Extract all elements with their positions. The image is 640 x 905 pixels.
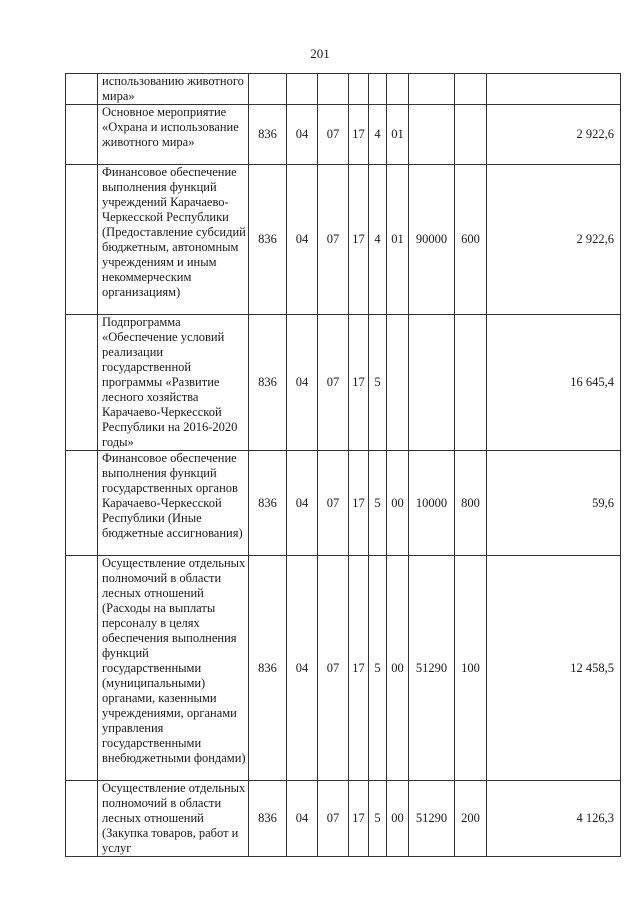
section-code: 04 bbox=[287, 781, 318, 857]
subprogram-code: 5 bbox=[369, 556, 387, 781]
subsection-code: 07 bbox=[318, 556, 349, 781]
subprogram-code: 5 bbox=[369, 315, 387, 451]
amount: 2 922,6 bbox=[487, 105, 621, 165]
subprogram-code bbox=[369, 74, 387, 105]
expense-name: Подпрограмма «Обеспечение условий реализации государственной программы «Развитие лесного хозяйства Карачаево-Черкесской Республики на 2016-2020 годы» bbox=[98, 315, 249, 451]
ministry-code: 836 bbox=[249, 556, 287, 781]
table-row bbox=[66, 451, 621, 556]
ministry-code: 836 bbox=[249, 165, 287, 315]
expense-name: Основное мероприятие «Охрана и использование животного мира» bbox=[98, 105, 249, 165]
subprogram-code: 5 bbox=[369, 451, 387, 556]
direction-code bbox=[409, 315, 455, 451]
amount: 12 458,5 bbox=[487, 556, 621, 781]
expense-name: использованию животного мира» bbox=[98, 74, 249, 105]
table-row bbox=[66, 165, 621, 315]
activity-code: 00 bbox=[387, 781, 409, 857]
direction-code: 51290 bbox=[409, 556, 455, 781]
activity-code bbox=[387, 74, 409, 105]
page-number: 201 bbox=[310, 46, 330, 61]
ministry-code bbox=[249, 74, 287, 105]
subsection-code: 07 bbox=[318, 105, 349, 165]
subprogram-code: 5 bbox=[369, 781, 387, 857]
direction-code: 10000 bbox=[409, 451, 455, 556]
amount: 4 126,3 bbox=[487, 781, 621, 857]
amount: 16 645,4 bbox=[487, 315, 621, 451]
ministry-code: 836 bbox=[249, 781, 287, 857]
expense-name: Осуществление отдельных полномочий в области лесных отношений (Закупка товаров, работ и услуг bbox=[98, 781, 249, 857]
subsection-code: 07 bbox=[318, 451, 349, 556]
table-row bbox=[66, 74, 621, 105]
row-index-cell bbox=[66, 781, 98, 857]
direction-code bbox=[409, 74, 455, 105]
expense-type-code bbox=[455, 105, 487, 165]
program-code: 17 bbox=[349, 781, 369, 857]
table-row bbox=[66, 556, 621, 781]
expense-type-code: 800 bbox=[455, 451, 487, 556]
expense-name: Финансовое обеспечение выполнения функций учреждений Карачаево-Черкесской Республики (Предоставление субсидий бюджетным, автономным учреждениям и иным некоммерческим организациям) bbox=[98, 165, 249, 315]
ministry-code: 836 bbox=[249, 451, 287, 556]
program-code: 17 bbox=[349, 315, 369, 451]
subsection-code: 07 bbox=[318, 315, 349, 451]
direction-code bbox=[409, 105, 455, 165]
program-code: 17 bbox=[349, 451, 369, 556]
row-index-cell bbox=[66, 165, 98, 315]
row-index-cell bbox=[66, 74, 98, 105]
ministry-code: 836 bbox=[249, 105, 287, 165]
section-code: 04 bbox=[287, 105, 318, 165]
amount: 59,6 bbox=[487, 451, 621, 556]
activity-code bbox=[387, 315, 409, 451]
section-code bbox=[287, 74, 318, 105]
expense-type-code bbox=[455, 74, 487, 105]
expense-name: Финансовое обеспечение выполнения функций государственных органов Карачаево-Черкесской Республики (Иные бюджетные ассигнования) bbox=[98, 451, 249, 556]
subsection-code bbox=[318, 74, 349, 105]
section-code: 04 bbox=[287, 451, 318, 556]
activity-code: 01 bbox=[387, 105, 409, 165]
activity-code: 00 bbox=[387, 556, 409, 781]
subprogram-code: 4 bbox=[369, 105, 387, 165]
row-index-cell bbox=[66, 105, 98, 165]
expense-type-code: 200 bbox=[455, 781, 487, 857]
activity-code: 01 bbox=[387, 165, 409, 315]
amount bbox=[487, 74, 621, 105]
amount: 2 922,6 bbox=[487, 165, 621, 315]
row-index-cell bbox=[66, 315, 98, 451]
section-code: 04 bbox=[287, 556, 318, 781]
table-row bbox=[66, 315, 621, 451]
row-index-cell bbox=[66, 556, 98, 781]
program-code bbox=[349, 74, 369, 105]
subsection-code: 07 bbox=[318, 165, 349, 315]
expense-type-code: 600 bbox=[455, 165, 487, 315]
ministry-code: 836 bbox=[249, 315, 287, 451]
expense-type-code: 100 bbox=[455, 556, 487, 781]
table-row bbox=[66, 105, 621, 165]
expense-type-code bbox=[455, 315, 487, 451]
subsection-code: 07 bbox=[318, 781, 349, 857]
direction-code: 51290 bbox=[409, 781, 455, 857]
program-code: 17 bbox=[349, 556, 369, 781]
activity-code: 00 bbox=[387, 451, 409, 556]
subprogram-code: 4 bbox=[369, 165, 387, 315]
direction-code: 90000 bbox=[409, 165, 455, 315]
table-row bbox=[66, 781, 621, 857]
section-code: 04 bbox=[287, 165, 318, 315]
program-code: 17 bbox=[349, 165, 369, 315]
program-code: 17 bbox=[349, 105, 369, 165]
expense-name: Осуществление отдельных полномочий в области лесных отношений (Расходы на выплаты персоналу в целях обеспечения выполнения функций государственными (муниципальными) органами, казенными учреждениями, органами управления государственными внебюджетными фондами) bbox=[98, 556, 249, 781]
row-index-cell bbox=[66, 451, 98, 556]
budget-table bbox=[65, 73, 621, 857]
section-code: 04 bbox=[287, 315, 318, 451]
